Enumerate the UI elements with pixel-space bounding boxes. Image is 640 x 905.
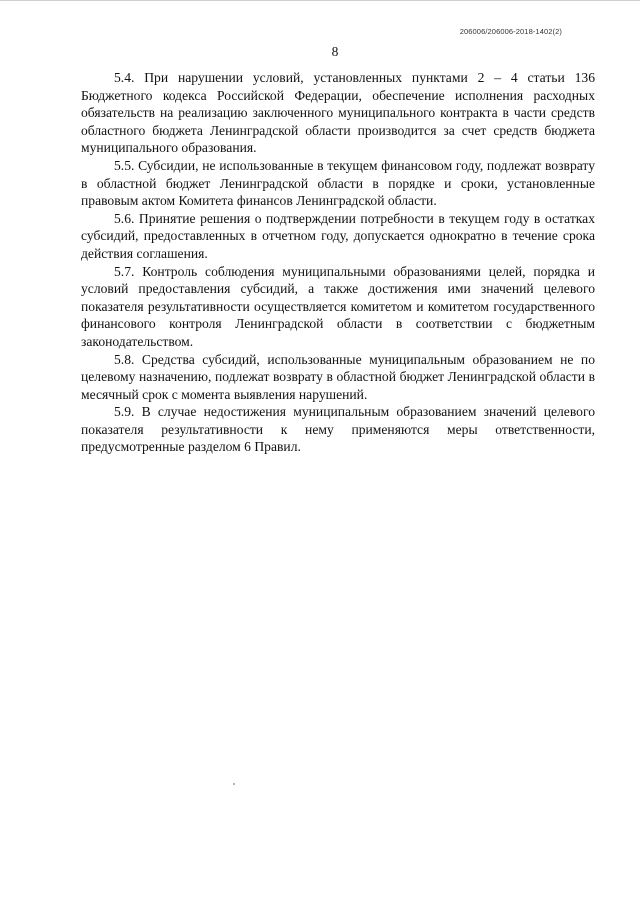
paragraph-5-4: 5.4. При нарушении условий, установленных пунктами 2 – 4 статьи 136 Бюджетного кодекса Российской Федерации, обеспечение исполнения расходных обязательств на реализацию заключенного муниципального контракта в части средств областного бюджета Ленинградской области производится за счет средств бюджета муниципального образования.: [81, 70, 595, 156]
paragraph-5-9: 5.9. В случае недостижения муниципальным образованием значений целевого показателя результативности к нему применяются меры ответственности, предусмотренные разделом 6 Правил.: [81, 404, 595, 455]
paragraph-5-7: 5.7. Контроль соблюдения муниципальными образованиями целей, порядка и условий предоставления субсидий, а также достижения ими значений целевого показателя результативности осуществляется комитетом и комитетом государственного финансового контроля Ленинградской области в соответствии с бюджетным законодательством.: [81, 263, 595, 349]
page-number: 8: [331, 44, 339, 59]
scan-speck: [233, 783, 235, 785]
paragraph-5-6: 5.6. Принятие решения о подтверждении потребности в текущем году в остатках субсидий, предоставленных в отчетном году, допускается однократно в течение срока действия соглашения.: [81, 210, 595, 261]
scan-top-edge: [0, 0, 640, 1]
document-code: 206006/206006-2018-1402(2): [459, 27, 562, 36]
paragraph-5-8: 5.8. Средства субсидий, использованные муниципальным образованием не по целевому назначению, подлежат возврату в областной бюджет Ленинградской области в месячный срок с момента выявления нарушений.: [81, 351, 595, 402]
paragraph-5-5: 5.5. Субсидии, не использованные в текущем финансовом году, подлежат возврату в областной бюджет Ленинградской области в порядке и сроки, установленные правовым актом Комитета финансов Ленинградской области.: [81, 157, 595, 209]
document-body: [81, 69, 595, 456]
